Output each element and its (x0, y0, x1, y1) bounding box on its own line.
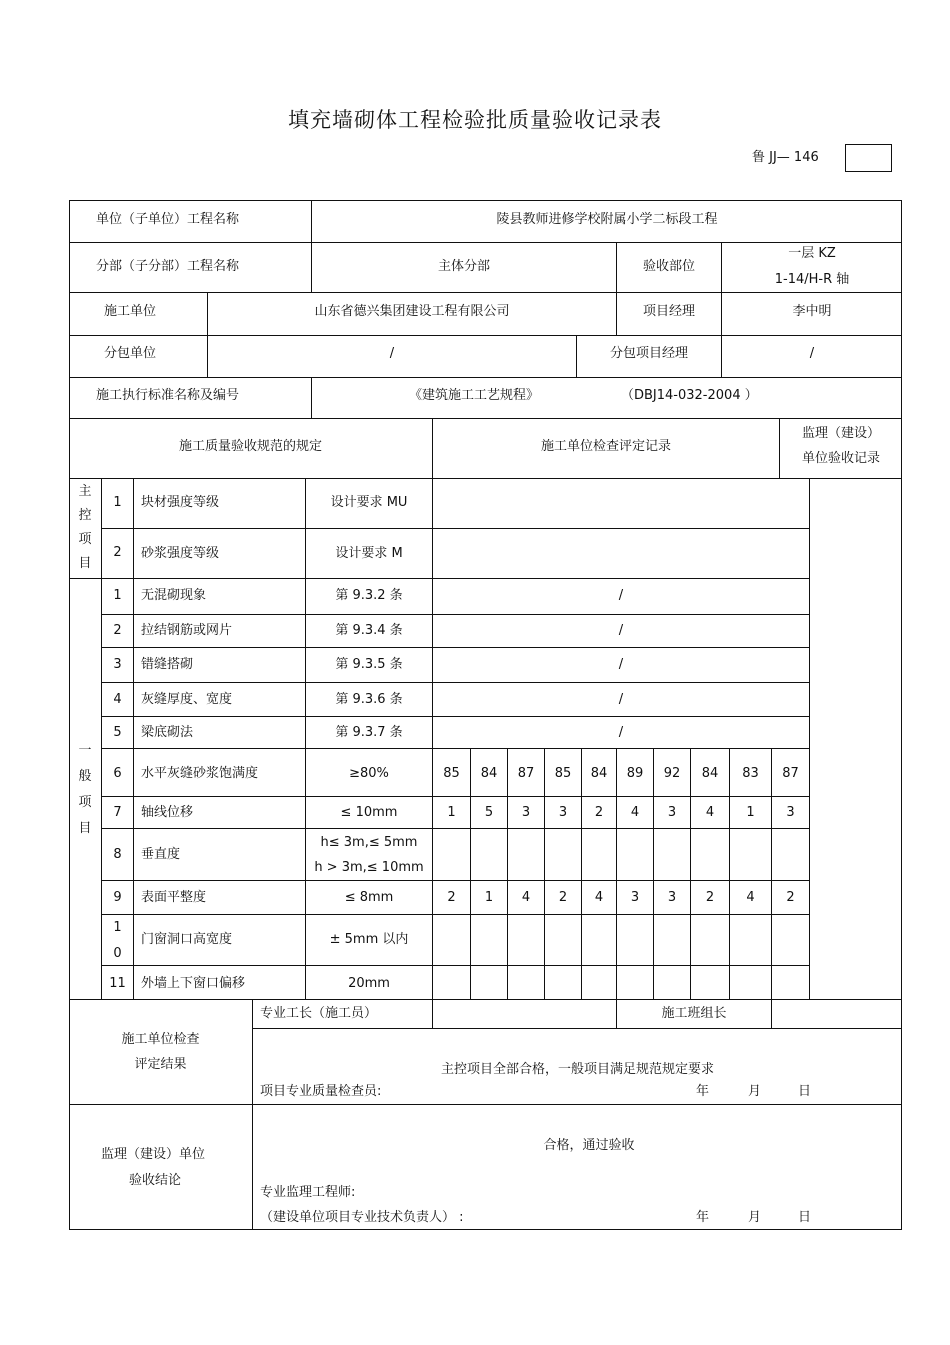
general-row-1-name: 无混砌现象 (141, 588, 207, 603)
supervisor-date-month: 月 (748, 1210, 762, 1225)
contractor-date-day: 日 (798, 1084, 812, 1099)
contractor-date-year: 年 (696, 1084, 710, 1099)
supervisor-column-header-line1: 监理（建设） (801, 426, 880, 441)
general-row-4-name: 灰缝厚度、宽度 (141, 692, 233, 707)
row-6-value: 87 (782, 766, 799, 781)
row-7-value: 1 (746, 805, 755, 820)
row-6-value: 84 (590, 766, 608, 781)
general-row-10-no-line2: 0 (113, 946, 122, 961)
row-6-value: 85 (554, 766, 572, 781)
contractor-label: 施工单位 (104, 304, 157, 319)
row-6-value: 84 (480, 766, 498, 781)
main-row-1-no: 1 (113, 495, 122, 510)
general-row-2-req: 第 9.3.4 条 (335, 623, 403, 638)
row-7-value: 4 (630, 805, 640, 820)
general-row-2-no: 2 (113, 623, 122, 638)
subcontractor-value: / (389, 346, 395, 361)
inspection-part-line2: 1-14/H-R 轴 (774, 272, 850, 287)
general-row-11-no: 11 (109, 976, 126, 991)
quality-inspector-label: 项目专业质量检查员: (260, 1084, 382, 1099)
general-row-10-no-line1: 1 (113, 920, 122, 935)
row-6-value: 85 (443, 766, 460, 781)
row-9-value: 2 (705, 890, 715, 905)
general-row-7-name: 轴线位移 (141, 805, 194, 820)
general-row-2-name: 拉结钢筋或网片 (141, 623, 233, 638)
general-row-4-record: / (618, 692, 624, 707)
subdivision-label: 分部（子分部）工程名称 (96, 259, 240, 274)
project-name-label: 单位（子单位）工程名称 (96, 212, 240, 227)
row-7-value: 3 (521, 805, 531, 820)
general-row-3-record: / (618, 657, 624, 672)
row-6-value: 92 (663, 766, 681, 781)
general-row-2-record: / (618, 623, 624, 638)
spec-column-header: 施工质量验收规范的规定 (178, 439, 322, 454)
main-row-1-req: 设计要求 MU (330, 495, 408, 510)
standard-code: （DBJ14-032-2004 ） (621, 388, 758, 403)
general-row-8-no: 8 (113, 847, 122, 862)
row-9-value: 4 (746, 890, 755, 905)
general-row-5-record: / (618, 725, 624, 740)
foreman-label: 专业工长（施工员） (260, 1006, 378, 1021)
inspection-record-table (69, 200, 902, 1230)
general-row-1-no: 1 (113, 588, 122, 603)
form-code: 鲁 JJ— 146 (752, 150, 819, 165)
general-row-4-no: 4 (113, 692, 122, 707)
general-row-3-name: 错缝搭砌 (141, 657, 194, 672)
contractor-date-month: 月 (748, 1084, 762, 1099)
row-9-value: 4 (521, 890, 531, 905)
row-7-value: 3 (786, 805, 795, 820)
general-row-3-req: 第 9.3.5 条 (335, 657, 403, 672)
contractor-result-label-line1: 施工单位检查 (121, 1032, 200, 1047)
row-7-value: 2 (594, 805, 604, 820)
row-9-value: 3 (667, 890, 677, 905)
standard-label: 施工执行标准名称及编号 (96, 388, 240, 403)
general-row-6-no: 6 (113, 766, 122, 781)
contractor-value: 山东省德兴集团建设工程有限公司 (314, 304, 510, 319)
team-leader-label: 施工班组长 (661, 1006, 727, 1021)
sub-pm-value: / (809, 346, 815, 361)
project-name-value: 陵县教师进修学校附属小学二标段工程 (496, 212, 718, 227)
inspection-part-line1: 一层 KZ (788, 246, 836, 261)
general-row-10-req: ± 5mm 以内 (329, 932, 409, 947)
general-row-11-name: 外墙上下窗口偏移 (141, 976, 246, 991)
general-row-8-req-line2: h > 3m,≤ 10mm (314, 860, 424, 875)
general-row-9-req: ≤ 8mm (344, 890, 394, 905)
general-row-3-no: 3 (113, 657, 122, 672)
supervisor-conclusion: 合格，通过验收 (543, 1138, 635, 1153)
row-9-value: 2 (558, 890, 568, 905)
general-row-10-name: 门窗洞口高宽度 (141, 932, 233, 947)
supervisor-date-day: 日 (798, 1210, 812, 1225)
row-6-value: 83 (742, 766, 759, 781)
row-9-value: 2 (786, 890, 795, 905)
row-7-value: 1 (447, 805, 456, 820)
general-row-6-name: 水平灰缝砂浆饱满度 (141, 766, 259, 781)
general-row-5-no: 5 (113, 725, 122, 740)
main-items-label: 主 控 项 目 (78, 484, 92, 571)
sub-pm-label: 分包项目经理 (609, 346, 688, 361)
supervisor-date-year: 年 (696, 1210, 710, 1225)
general-row-6-req: ≥80% (349, 766, 389, 781)
contractor-conclusion: 主控项目全部合格，一般项目满足规范规定要求 (440, 1062, 714, 1077)
main-row-2-req: 设计要求 M (335, 546, 403, 561)
form-title: 填充墙砌体工程检验批质量验收记录表 (288, 108, 662, 132)
main-row-2-name: 砂浆强度等级 (141, 546, 220, 561)
row-6-value: 84 (701, 766, 719, 781)
general-row-11-req: 20mm (348, 976, 390, 991)
general-row-7-no: 7 (113, 805, 122, 820)
supervisor-result-label-line2: 验收结论 (128, 1173, 181, 1188)
row-7-value: 3 (558, 805, 568, 820)
supervisor-result-label-line1: 监理（建设）单位 (100, 1147, 205, 1162)
row-6-value: 87 (517, 766, 535, 781)
main-row-1-name: 块材强度等级 (141, 495, 220, 510)
row-7-value: 3 (667, 805, 677, 820)
general-row-9-name: 表面平整度 (141, 890, 207, 905)
general-items-label: 一 般 项 目 (78, 743, 92, 836)
general-row-9-no: 9 (113, 890, 122, 905)
owner-technical-lead-label: （建设单位项目专业技术负责人） : (260, 1210, 464, 1225)
general-row-8-req-line1: h≤ 3m,≤ 5mm (320, 835, 418, 850)
supervising-engineer-label: 专业监理工程师: (260, 1185, 356, 1200)
general-row-1-req: 第 9.3.2 条 (335, 588, 403, 603)
general-row-5-name: 梁底砌法 (141, 725, 194, 740)
row-9-value: 3 (630, 890, 640, 905)
row-9-value: 2 (447, 890, 456, 905)
row-7-value: 5 (484, 805, 494, 820)
supervisor-column-header-line2: 单位验收记录 (801, 451, 880, 466)
project-manager-value: 李中明 (792, 304, 832, 319)
row-9-value: 1 (484, 890, 494, 905)
record-column-header: 施工单位检查评定记录 (540, 439, 671, 454)
subcontractor-label: 分包单位 (104, 346, 157, 361)
subdivision-value: 主体分部 (437, 259, 490, 274)
inspection-part-label: 验收部位 (642, 259, 695, 274)
general-row-1-record: / (618, 588, 624, 603)
general-row-4-req: 第 9.3.6 条 (335, 692, 403, 707)
form-code-box (845, 144, 892, 172)
main-row-2-no: 2 (113, 545, 122, 560)
row-7-value: 4 (705, 805, 715, 820)
row-6-value: 89 (626, 766, 644, 781)
row-9-value: 4 (594, 890, 604, 905)
general-row-7-req: ≤ 10mm (340, 805, 398, 820)
contractor-result-label-line2: 评定结果 (134, 1057, 187, 1072)
general-row-5-req: 第 9.3.7 条 (335, 725, 403, 740)
project-manager-label: 项目经理 (642, 304, 695, 319)
standard-name: 《建筑施工工艺规程》 (409, 388, 540, 403)
general-row-8-name: 垂直度 (141, 847, 181, 862)
